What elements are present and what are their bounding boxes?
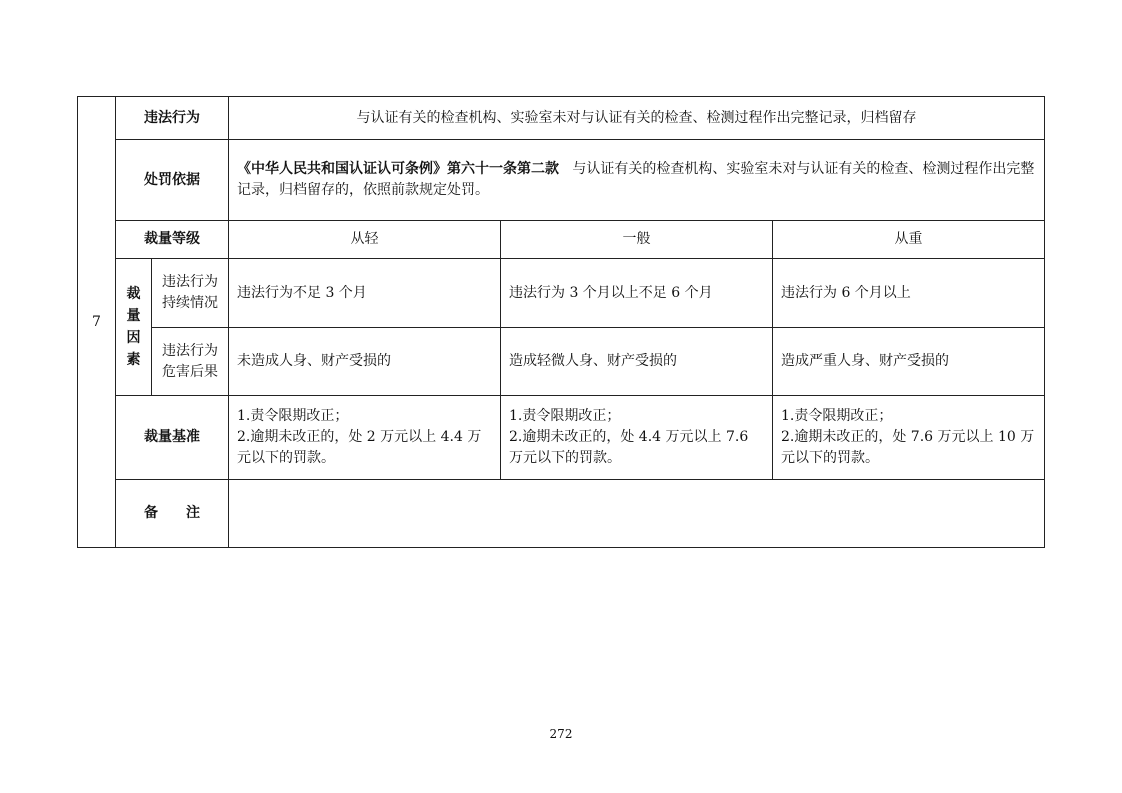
standard-heavy — [773, 396, 1045, 480]
remarks-label-char2: 注 — [186, 505, 200, 521]
factors-label-char: 裁 — [126, 286, 141, 302]
standard-light — [229, 396, 501, 480]
standard-row — [78, 396, 1045, 480]
duration-heavy: 违法行为 6 个月以上 — [773, 259, 1045, 328]
consequence-normal: 造成轻微人身、财产受损的 — [501, 328, 773, 396]
consequence-light: 未造成人身、财产受损的 — [229, 328, 501, 396]
violation-text: 与认证有关的检查机构、实验室未对与认证有关的检查、检测过程作出完整记录，归档留存 — [229, 97, 1045, 140]
duration-normal: 违法行为 3 个月以上不足 6 个月 — [501, 259, 773, 328]
standard-heavy-line2: 2.逾期未改正的，处 7.6 万元以上 10 万元以下的罚款。 — [781, 429, 1035, 466]
consequence-heavy: 造成严重人身、财产受损的 — [773, 328, 1045, 396]
page-number: 272 — [549, 727, 573, 741]
consequence-label — [152, 328, 229, 396]
duration-label — [152, 259, 229, 328]
duration-label-line2: 持续情况 — [162, 295, 218, 311]
factors-label — [116, 259, 152, 396]
discretion-table — [77, 96, 1045, 548]
remarks-text — [229, 480, 1045, 548]
basis-row — [78, 140, 1045, 221]
row-number: 7 — [78, 97, 116, 548]
level-light: 从轻 — [229, 221, 501, 259]
duration-row — [78, 259, 1045, 328]
consequence-label-line1: 违法行为 — [162, 342, 218, 359]
remarks-label — [116, 480, 229, 548]
basis-cell — [229, 140, 1045, 221]
basis-title: 《中华人民共和国认证认可条例》第六十一条第二款 — [237, 161, 559, 177]
consequence-label-line2: 危害后果 — [162, 363, 218, 380]
duration-label-line1: 违法行为 — [162, 274, 218, 290]
basis-text: 与认证有关的检查机构、实验室未对与认证有关的检查、检测过程作出完整记录，归档留存的，依照前款规定处罚。 — [237, 161, 1035, 198]
standard-light-line1: 1.责令限期改正； — [237, 408, 349, 424]
standard-label: 裁量基准 — [116, 396, 229, 480]
level-normal: 一般 — [501, 221, 773, 259]
violation-row — [78, 97, 1045, 140]
standard-normal-line2: 2.逾期未改正的，处 4.4 万元以上 7.6 万元以下的罚款。 — [509, 429, 749, 466]
violation-label: 违法行为 — [116, 97, 229, 140]
remarks-row — [78, 480, 1045, 548]
factors-label-char: 量 — [126, 308, 141, 324]
standard-light-line2: 2.逾期未改正的，处 2 万元以上 4.4 万元以下的罚款。 — [237, 429, 482, 466]
standard-normal — [501, 396, 773, 480]
level-heavy: 从重 — [773, 221, 1045, 259]
levels-row — [78, 221, 1045, 259]
basis-label: 处罚依据 — [116, 140, 229, 221]
standard-normal-line1: 1.责令限期改正； — [509, 408, 621, 424]
levels-label: 裁量等级 — [116, 221, 229, 259]
remarks-label-char1: 备 — [144, 505, 158, 521]
standard-heavy-line1: 1.责令限期改正； — [781, 408, 893, 424]
factors-label-char: 因 — [126, 330, 141, 346]
duration-light: 违法行为不足 3 个月 — [229, 259, 501, 328]
factors-label-char: 素 — [126, 352, 141, 368]
consequence-row — [78, 328, 1045, 396]
